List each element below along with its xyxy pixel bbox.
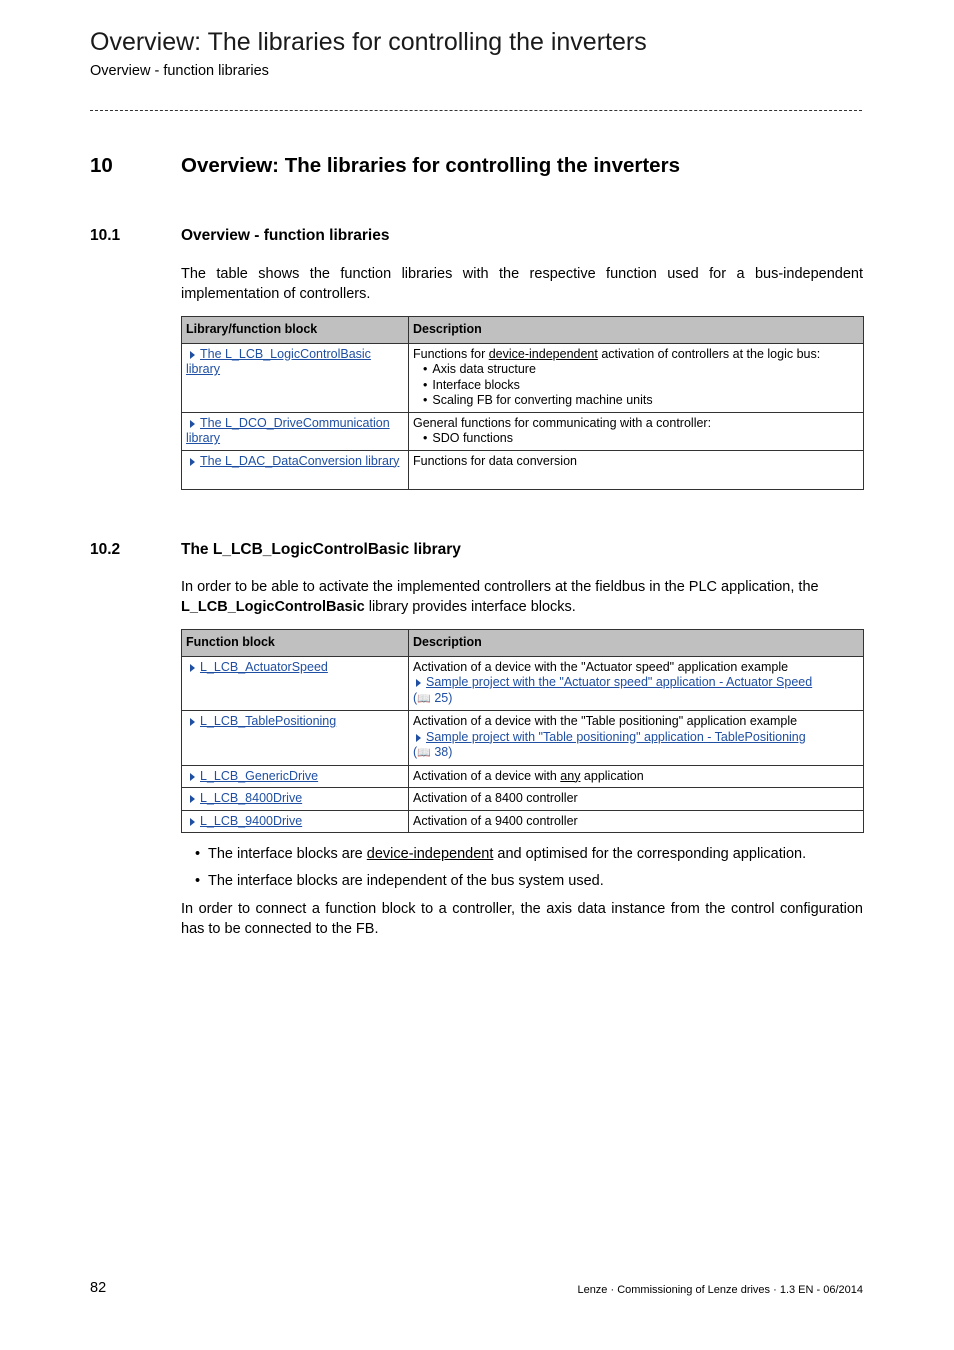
table-cell — [182, 765, 409, 788]
book-icon: 📖 — [417, 747, 431, 759]
library-name: L_LCB_LogicControlBasic — [181, 598, 365, 615]
description-text: General functions for communicating with a controller: — [413, 415, 712, 430]
table-header-row — [182, 317, 864, 344]
table-cell — [182, 788, 409, 811]
table-row — [182, 765, 864, 788]
table-row — [182, 343, 864, 412]
glossary-term[interactable]: device-independent — [488, 346, 598, 361]
column-header: Function block — [182, 630, 409, 657]
table-cell — [409, 450, 864, 489]
library-link-dac[interactable]: The L_DAC_DataConversion library — [200, 453, 400, 468]
link-arrow-icon — [190, 420, 195, 428]
table-cell — [409, 711, 864, 766]
table-cell — [182, 810, 409, 833]
fb-link-generic-drive[interactable]: L_LCB_GenericDrive — [200, 768, 319, 783]
page-number: 82 — [90, 1280, 107, 1296]
link-arrow-icon — [190, 718, 195, 726]
intro-text: library provides interface blocks. — [364, 598, 576, 615]
table-cell — [182, 711, 409, 766]
section-intro: The table shows the function libraries with the respective function used for a bus-independent implementation of controllers. — [181, 266, 863, 302]
section-heading-10-1 — [90, 227, 390, 245]
table-header-row — [182, 630, 864, 657]
header-divider — [90, 110, 862, 111]
section-number: 10.2 — [90, 541, 121, 558]
closing-paragraph: In order to connect a function block to a controller, the axis data instance from the control configuration has to be connected to the FB. — [181, 901, 863, 937]
bullet-text: The interface blocks are independent of the bus system used. — [208, 873, 604, 889]
section-intro — [181, 578, 863, 617]
section-title: The L_LCB_LogicControlBasic library — [181, 541, 461, 558]
cross-reference — [413, 730, 859, 762]
table-cell — [182, 656, 409, 711]
link-arrow-icon — [190, 458, 195, 466]
table-cell — [409, 412, 864, 450]
section-number: 10.1 — [90, 227, 121, 244]
glossary-term[interactable]: any — [560, 768, 581, 783]
column-header: Description — [409, 317, 864, 344]
sample-project-link[interactable]: Sample project with "Table positioning" application - TablePositioning — [426, 729, 806, 744]
table-cell: Activation of a 8400 controller — [409, 788, 864, 811]
section-title: Overview - function libraries — [181, 227, 390, 244]
bullet-text: and optimised for the corresponding application. — [493, 846, 807, 862]
link-arrow-icon — [416, 679, 421, 687]
link-arrow-icon — [416, 734, 421, 742]
intro-text: In order to be able to activate the implemented controllers at the fieldbus in the PLC application, the — [181, 579, 819, 595]
description-text: application — [580, 768, 644, 783]
description-text: Functions for data conversion — [413, 453, 577, 468]
library-link-lcb[interactable]: The L_LCB_LogicControlBasic library — [186, 346, 371, 376]
column-header: Description — [409, 630, 864, 657]
cross-reference — [413, 675, 859, 707]
list-item: • Scaling FB for converting machine units — [423, 393, 859, 409]
library-link-dco[interactable]: The L_DCO_DriveCommunication library — [186, 415, 390, 445]
description-text: Functions for — [413, 346, 489, 361]
page-reference[interactable]: (📖 25) — [413, 691, 452, 705]
table-row — [182, 656, 864, 711]
list-item: • Interface blocks — [423, 378, 859, 394]
page-number: 38 — [434, 745, 449, 759]
list-item: • Axis data structure — [423, 362, 859, 378]
chapter-heading — [90, 154, 680, 178]
description-text: Activation of a device with — [413, 768, 561, 783]
table-cell — [182, 450, 409, 489]
description-list — [413, 431, 859, 447]
column-header: Library/function block — [182, 317, 409, 344]
table-cell — [182, 343, 409, 412]
list-item: • SDO functions — [423, 431, 859, 447]
table-row — [182, 711, 864, 766]
link-arrow-icon — [190, 664, 195, 672]
bullet-list — [195, 846, 875, 900]
table-cell — [182, 412, 409, 450]
description-text: activation of controllers at the logic bus: — [597, 346, 821, 361]
chapter-title: Overview: The libraries for controlling the inverters — [181, 154, 680, 177]
fb-link-table-positioning[interactable]: L_LCB_TablePositioning — [200, 714, 337, 728]
book-icon: 📖 — [417, 692, 431, 705]
running-header-subtitle: Overview - function libraries — [90, 63, 269, 79]
function-libraries-table — [181, 316, 864, 490]
table-row — [182, 450, 864, 489]
table-cell — [409, 656, 864, 711]
table-row — [182, 788, 864, 811]
fb-link-8400-drive[interactable]: L_LCB_8400Drive — [200, 791, 303, 805]
bullet-text: The interface blocks are — [208, 846, 367, 862]
glossary-term[interactable]: device-independent — [366, 846, 494, 862]
document-info: Lenze · Commissioning of Lenze drives · 1.3 EN - 06/2014 — [577, 1284, 863, 1296]
fb-link-actuator-speed[interactable]: L_LCB_ActuatorSpeed — [200, 659, 328, 674]
running-header-title: Overview: The libraries for controlling the inverters — [90, 28, 647, 56]
description-text: Activation of a device with the "Table positioning" application example — [413, 714, 798, 728]
function-blocks-table — [181, 629, 864, 833]
page-reference[interactable]: (📖 38) — [413, 745, 452, 759]
table-row — [182, 810, 864, 833]
section-heading-10-2 — [90, 541, 461, 559]
link-arrow-icon — [190, 818, 195, 826]
page-number: 25 — [434, 690, 449, 705]
fb-link-9400-drive[interactable]: L_LCB_9400Drive — [200, 813, 303, 828]
sample-project-link[interactable]: Sample project with the "Actuator speed" application - Actuator Speed — [426, 675, 813, 689]
table-row — [182, 412, 864, 450]
link-arrow-icon — [190, 351, 195, 359]
table-cell — [409, 765, 864, 788]
chapter-number: 10 — [90, 154, 113, 177]
table-cell: Activation of a 9400 controller — [409, 810, 864, 833]
description-text: Activation of a device with the "Actuator speed" application example — [413, 659, 789, 674]
bullet-item — [195, 873, 875, 900]
link-arrow-icon — [190, 795, 195, 803]
link-arrow-icon — [190, 773, 195, 781]
table-cell — [409, 343, 864, 412]
bullet-item — [195, 846, 875, 873]
description-list — [413, 362, 859, 409]
